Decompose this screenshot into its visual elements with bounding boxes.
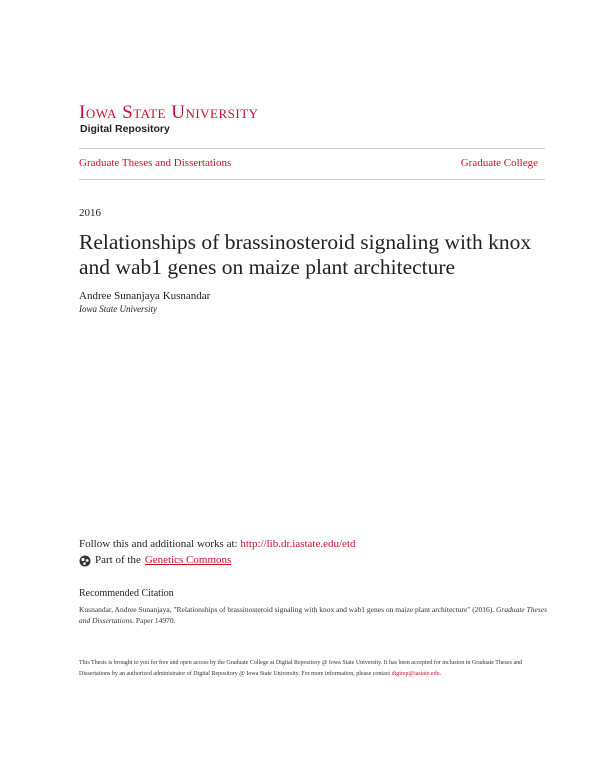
university-logo-name: Iowa State University	[79, 102, 259, 123]
part-of-line	[79, 554, 231, 567]
footer-text: This Thesis is brought to you for free and open access by the Graduate College at Digital Repository @ Iowa State University. It has been accepted for inclusion in Graduate Theses and Dissertations by an authorized administrator of Digital Repository @ Iowa State University. For more information, please contact	[79, 660, 523, 677]
part-of-prefix: Part of the	[95, 554, 141, 566]
commons-network-icon	[79, 555, 91, 567]
etd-link[interactable]: http://lib.dr.iastate.edu/etd	[240, 538, 356, 550]
author-affiliation: Iowa State University	[79, 304, 157, 314]
citation-part-3: . Paper 14970.	[132, 616, 176, 625]
follow-line	[79, 538, 356, 551]
recommended-citation-heading: Recommended Citation	[79, 588, 174, 599]
publication-year: 2016	[79, 207, 101, 219]
genetics-commons-link[interactable]: Genetics Commons	[144, 554, 232, 566]
bottom-divider	[79, 179, 545, 180]
top-divider	[79, 148, 545, 149]
citation-series: Graduate Theses and Dissertations	[79, 605, 548, 625]
author-name: Andree Sunanjaya Kusnandar	[79, 290, 211, 302]
graduate-theses-link[interactable]: Graduate Theses and Dissertations	[79, 157, 232, 169]
footer-end: .	[439, 671, 442, 677]
document-title: Relationships of brassinosteroid signaling with knox and wab1 genes on maize plant architecture	[79, 230, 532, 279]
citation-text	[79, 604, 549, 626]
repository-name: Digital Repository	[80, 123, 170, 135]
footer-notice	[79, 658, 549, 680]
graduate-college-link[interactable]: Graduate College	[460, 157, 538, 169]
citation-part-1: Kusnandar, Andree Sunanjaya, "Relationships of brassinosteroid signaling with knox and wab1 genes on maize plant architecture" (2016).	[79, 605, 496, 614]
contact-email-link[interactable]: digirep@iastate.edu	[391, 671, 440, 677]
follow-prefix: Follow this and additional works at:	[79, 538, 241, 550]
